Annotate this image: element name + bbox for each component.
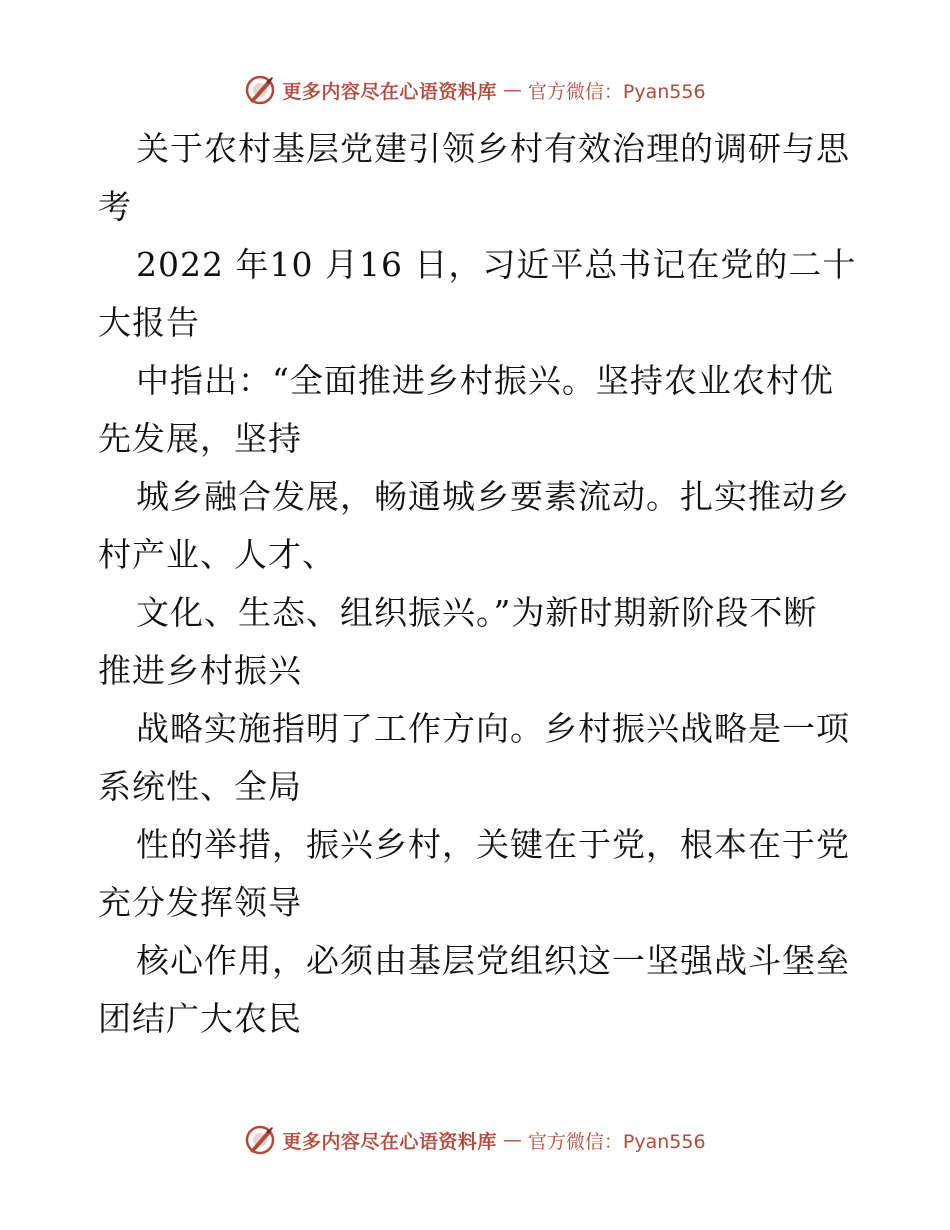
footer-watermark: [0, 1120, 950, 1160]
header-watermark: [0, 70, 950, 110]
doc-paragraph-line: 充分发挥领导: [98, 883, 302, 922]
doc-paragraph-line: 先发展，坚持: [98, 419, 302, 458]
watermark-wechat: 官方微信：Pyan556: [527, 1130, 706, 1153]
doc-title-line-1: 关于农村基层党建引领乡村有效治理的调研与思: [136, 129, 850, 168]
watermark-brand: 更多内容尽在心语资料库: [282, 80, 497, 103]
doc-paragraph-line: 村产业、人才、: [98, 535, 336, 574]
doc-paragraph-line: 文化、生态、组织振兴。”为新时期新阶段不断: [136, 593, 818, 632]
doc-paragraph-line: 城乡融合发展，畅通城乡要素流动。扎实推动乡: [136, 477, 850, 516]
doc-paragraph-line: 性的举措，振兴乡村，关键在于党，根本在于党: [136, 825, 850, 864]
doc-paragraph-line: 2022 年10 月16 日，习近平总书记在党的二十: [136, 245, 857, 284]
doc-title-line-2: 考: [98, 187, 132, 226]
doc-paragraph-line: 系统性、全局: [98, 767, 302, 806]
doc-paragraph-line: 战略实施指明了工作方向。乡村振兴战略是一项: [136, 709, 850, 748]
quill-logo-icon: [244, 74, 276, 106]
watermark-separator: —: [502, 1129, 522, 1151]
document-body: [98, 120, 858, 1048]
doc-paragraph-line: 核心作用，必须由基层党组织这一坚强战斗堡垒: [136, 941, 850, 980]
doc-paragraph-line: 中指出：“全面推进乡村振兴。坚持农业农村优: [136, 361, 834, 400]
watermark-wechat: 官方微信：Pyan556: [527, 80, 706, 103]
doc-paragraph-line: 推进乡村振兴: [98, 651, 302, 690]
watermark-brand: 更多内容尽在心语资料库: [282, 1130, 497, 1153]
doc-paragraph-line: 大报告: [98, 303, 200, 342]
doc-paragraph-line: 团结广大农民: [98, 999, 302, 1038]
watermark-separator: —: [502, 79, 522, 101]
quill-logo-icon: [244, 1124, 276, 1156]
